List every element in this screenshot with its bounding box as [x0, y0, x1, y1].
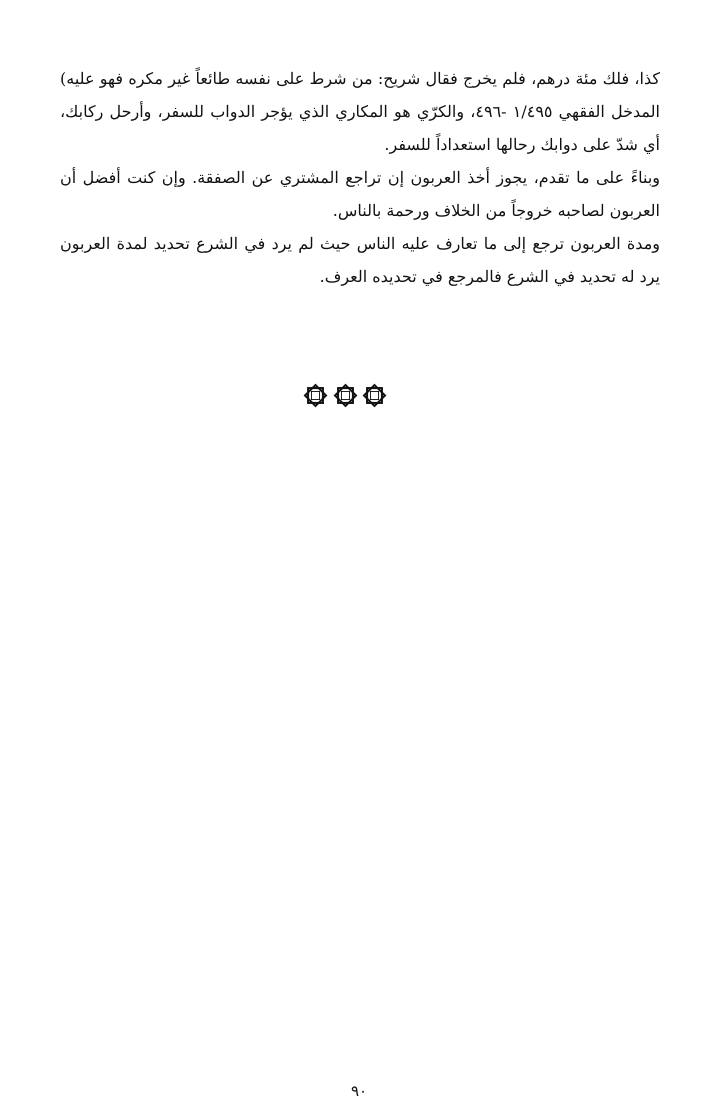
- paragraph-3-line-2: يرد له تحديد في الشرع فالمرجع في تحديده العرف.: [319, 267, 660, 286]
- star-octagram-icon: [332, 382, 359, 409]
- star-octagram-icon: [302, 382, 329, 409]
- paragraph-3-line-1: ومدة العربون ترجع إلى ما تعارف عليه الناس حيث لم يرد في الشرع تحديد لمدة العربون: [60, 234, 660, 253]
- star-octagram-icon: [361, 382, 388, 409]
- paragraph-2-line-1: وبناءً على ما تقدم، يجوز أخذ العربون إن تراجع المشتري عن الصفقة. وإن كنت أفضل أن: [60, 168, 660, 187]
- section-end-ornament: [302, 380, 388, 410]
- paragraph-1-line-3: أي شدّ على دوابك رحالها استعداداً للسفر.: [384, 135, 660, 154]
- paragraph-2-line-2: العربون لصاحبه خروجاً من الخلاف ورحمة بالناس.: [332, 201, 660, 220]
- paragraph-1-line-1: كذا، فلك مئة درهم، فلم يخرج فقال شريح: من شرط على نفسه طائعاً غير مكره فهو عليه): [60, 69, 660, 88]
- page-number: ٩٠: [350, 1082, 368, 1100]
- body-text: [60, 62, 660, 293]
- paragraph-1-line-2: المدخل الفقهي ١/٤٩٥ -٤٩٦، والكرّي هو المكاري الذي يؤجر الدواب للسفر، وأرحل ركابك،: [60, 102, 660, 121]
